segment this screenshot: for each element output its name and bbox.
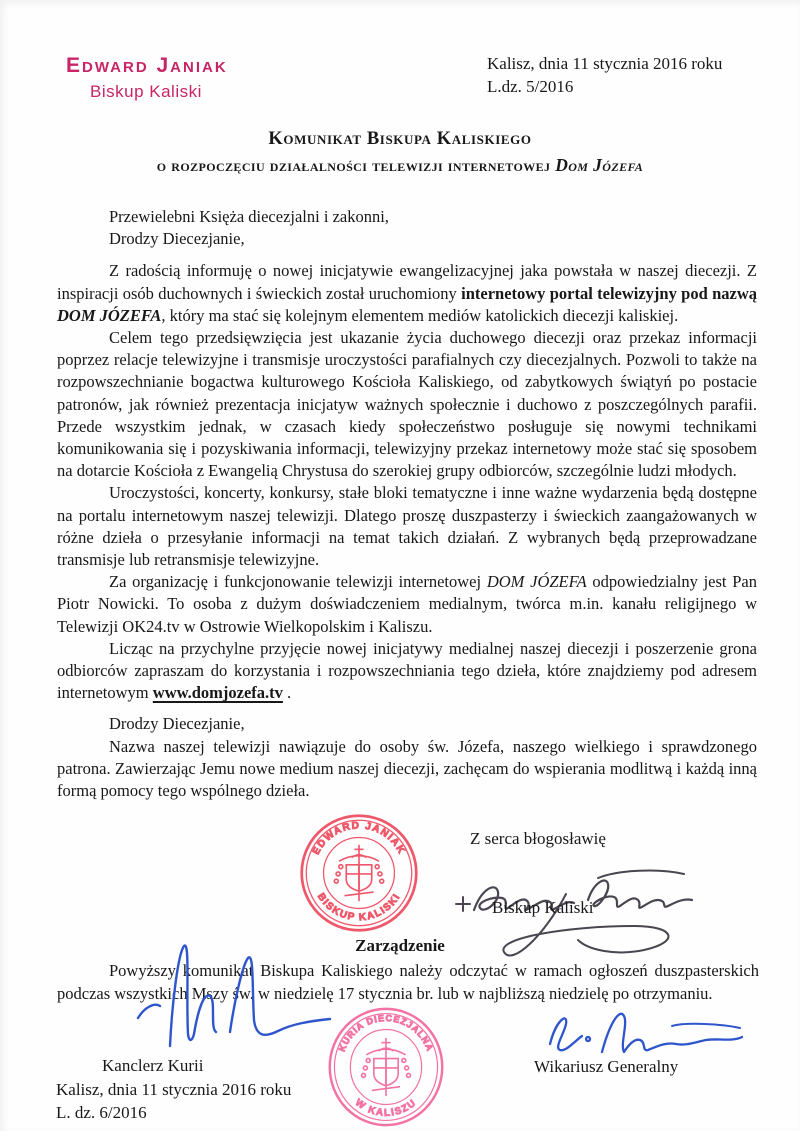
document-title-line1: Komunikat Biskupa Kaliskiego bbox=[268, 129, 532, 149]
footer-dateline bbox=[56, 1078, 291, 1124]
bishop-stamp-bottom-text: BISKUP KALISKI bbox=[314, 891, 404, 924]
letterhead-title: Biskup Kaliski bbox=[90, 82, 202, 101]
ordinance-text: Powyższy komunikat Biskupa Kaliskiego należy odczytać w ramach ogłoszeń duszpasterskich podczas wszystkich Mszy św. w niedzielę 17 stycznia br. lub w najbliższą niedzielę po otrzymaniu. bbox=[57, 961, 759, 1003]
salutation-line-1: Przewielebni Księża diecezjalni i zakonni, bbox=[109, 207, 389, 226]
chancellor-title: Kanclerz Kurii bbox=[102, 1056, 204, 1075]
curia-stamp-top-text: KURIA DIECEZJALNA bbox=[336, 1012, 436, 1054]
paragraph-4 bbox=[57, 571, 757, 638]
bishop-coat-of-arms bbox=[334, 845, 383, 901]
vicar-general-title: Wikariusz Generalny bbox=[534, 1057, 679, 1076]
paragraph-1-bold: internetowy portal telewizyjny pod nazwą bbox=[461, 283, 757, 303]
paragraph-4-text-2: odpowiedzialny jest Pan Piotr Nowicki. To osoba z dużym doświadczeniem medialnym, twórca m.in. kanału religijnego w Telewizji OK24.tv w Ostrowie Wielkopolskim i Kaliszu. bbox=[57, 572, 757, 636]
paragraph-1-text-2: , który ma stać się kolejnym elementem mediów katolickich diecezji kaliskiej. bbox=[161, 305, 679, 325]
svg-text:W KALISZU bbox=[353, 1097, 419, 1119]
paragraph-1 bbox=[57, 260, 757, 327]
paragraph-3: Uroczystości, koncerty, konkursy, stałe bloki tematyczne i inne ważne wydarzenia będą dostępne na portalu internetowym naszej telewizji. Dlatego proszę duszpasterzy i świeckich zaangażowanych w różne dzieła o przesyłanie informacji na temat takich działań. Z wybranych będą przeprowadzane transmisje lub retransmisje telewizyjne. bbox=[57, 483, 757, 570]
salutation-line-2: Drodzy Diecezjanie, bbox=[109, 229, 245, 249]
document-title-line2 bbox=[0, 155, 800, 176]
vicar-general-signature bbox=[540, 1004, 750, 1062]
footer-place-date: Kalisz, dnia 11 stycznia 2016 roku bbox=[56, 1080, 292, 1099]
paragraph-5 bbox=[57, 638, 757, 705]
bishop-stamp-top-text: EDWARD JANIAK bbox=[310, 820, 408, 857]
dateline-place-date: Kalisz, dnia 11 stycznia 2016 roku bbox=[487, 54, 723, 73]
website-address: www.domjozefa.tv bbox=[152, 683, 283, 703]
paragraph-2: Celem tego przedsięwzięcia jest ukazanie życia duchowego diecezji oraz przekaz informacji poprzez relacje telewizyjne i transmisje uroczystości parafialnych czy diecezjalnych. Pozwoli to także na rozpowszechnianie bogactwa kulturowego Kościoła Kaliskiego, od zabytkowych świątyń po postacie patronów, jak również prezentacja inicjatyw ważnych społecznie i duchowo z poszczególnych parafii. Przede wszystkim jednak, w czasach kiedy społeczeństwo posługuje się nowymi technikami komunikowania się i pozyskiwania informacji, telewizyjny przekaz internetowy może stać się sposobem na dotarcie Kościoła z Ewangelią Chrystusa do szerokiej grupy odbiorców, szczególnie ludzi młodych. bbox=[57, 328, 757, 481]
bishop-signature-title: Biskup Kaliski bbox=[492, 898, 594, 917]
dateline-ref-number: L.dz. 5/2016 bbox=[487, 77, 574, 96]
document-title-line2-text: o rozpoczęciu działalności telewizji internetowej bbox=[156, 155, 556, 175]
bishop-seal-stamp bbox=[299, 812, 419, 934]
document-title bbox=[0, 129, 800, 176]
curia-seal-stamp bbox=[326, 1006, 446, 1128]
paragraph-5-text-2: . bbox=[282, 683, 292, 703]
letter-body bbox=[57, 206, 757, 802]
paragraph-6: Nazwa naszej telewizji nawiązuje do osoby św. Józefa, naszego wielkiego i sprawdzonego patrona. Zawierzając Jemu nowe medium naszej diecezji, zachęcam do wspierania modlitwą i każdą inną formą pomocy tego wspólnego dzieła. bbox=[57, 736, 757, 801]
letterhead-name: Edward Janiak bbox=[66, 54, 228, 77]
document-title-emphasis: Dom Józefa bbox=[555, 155, 644, 175]
curia-coat-of-arms bbox=[362, 1038, 411, 1096]
salutation-line-3: Drodzy Diecezjanie, bbox=[109, 714, 245, 734]
curia-stamp-bottom-text: W KALISZU bbox=[353, 1097, 419, 1119]
paragraph-1-text: Z radością informuję o nowej inicjatywie ewangelizacyjnej jaka powstała w naszej diecezji. Z inspiracji osób duchownych i świeckich został uruchomiony bbox=[57, 261, 757, 303]
salutation-block bbox=[57, 206, 757, 250]
paragraph-4-text: Za organizację i funkcjonowanie telewizji internetowej bbox=[109, 572, 487, 592]
blessing-text: Z serca błogosławię bbox=[470, 829, 606, 848]
footer-ref-number: L. dz. 6/2016 bbox=[56, 1103, 147, 1122]
dateline bbox=[487, 52, 722, 98]
ordinance-heading: Zarządzenie bbox=[355, 936, 445, 955]
paragraph-4-italic: DOM JÓZEFA bbox=[486, 572, 587, 592]
paragraph-1-bold-italic: DOM JÓZEFA bbox=[57, 305, 162, 325]
paragraph-5-text: Licząc na przychylne przyjęcie nowej inicjatywy medialnej naszej diecezji i poszerzenie grona odbiorców zapraszam do korzystania i rozpowszechniania tego dzieła, które znajdziemy pod adresem internetowym bbox=[57, 638, 757, 703]
letterhead bbox=[66, 54, 228, 102]
